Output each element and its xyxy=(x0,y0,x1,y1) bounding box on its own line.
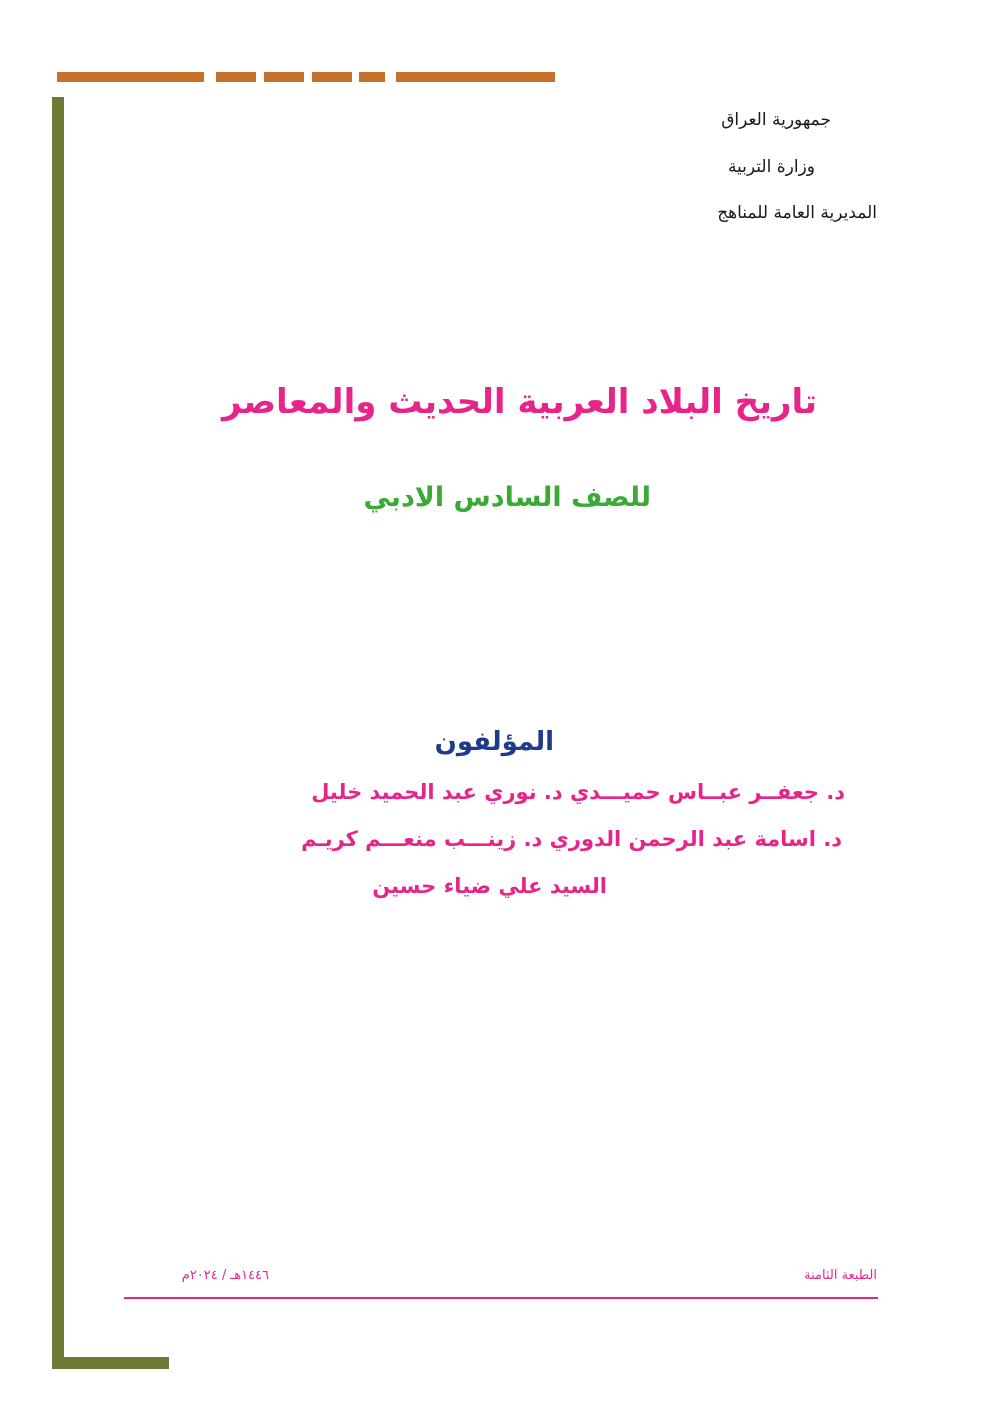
authors-line-3: السيد علي ضياء حسين xyxy=(372,874,607,898)
book-title: تاريخ البلاد العربية الحديث والمعاصر xyxy=(222,382,817,422)
top-border-segment xyxy=(396,72,555,82)
top-border-segment xyxy=(312,72,352,82)
footer-divider xyxy=(124,1297,878,1299)
book-subtitle: للصف السادس الادبي xyxy=(363,482,651,513)
top-border-segment xyxy=(264,72,304,82)
footer-edition: الطبعة الثامنة xyxy=(804,1268,877,1283)
authors-line-2: د. اسامة عبد الرحمن الدوري د. زينـــب منعـــم كريـم xyxy=(301,827,842,851)
header-republic: جمهورية العراق xyxy=(721,110,831,130)
footer-date: ١٤٤٦هـ / ٢٠٢٤م xyxy=(181,1268,269,1283)
top-border-segment xyxy=(216,72,256,82)
bottom-border-bar xyxy=(52,1357,169,1369)
top-border-segment xyxy=(57,72,204,82)
left-border-bar xyxy=(52,97,64,1369)
authors-heading: المؤلفون xyxy=(434,727,554,757)
header-ministry: وزارة التربية xyxy=(727,157,815,177)
top-border-segment xyxy=(359,72,385,82)
authors-line-1: د. جعفــر عبــاس حميـــدي د. نوري عبد الحميد خليل xyxy=(311,780,845,804)
header-directorate: المديرية العامة للمناهج xyxy=(717,203,877,223)
